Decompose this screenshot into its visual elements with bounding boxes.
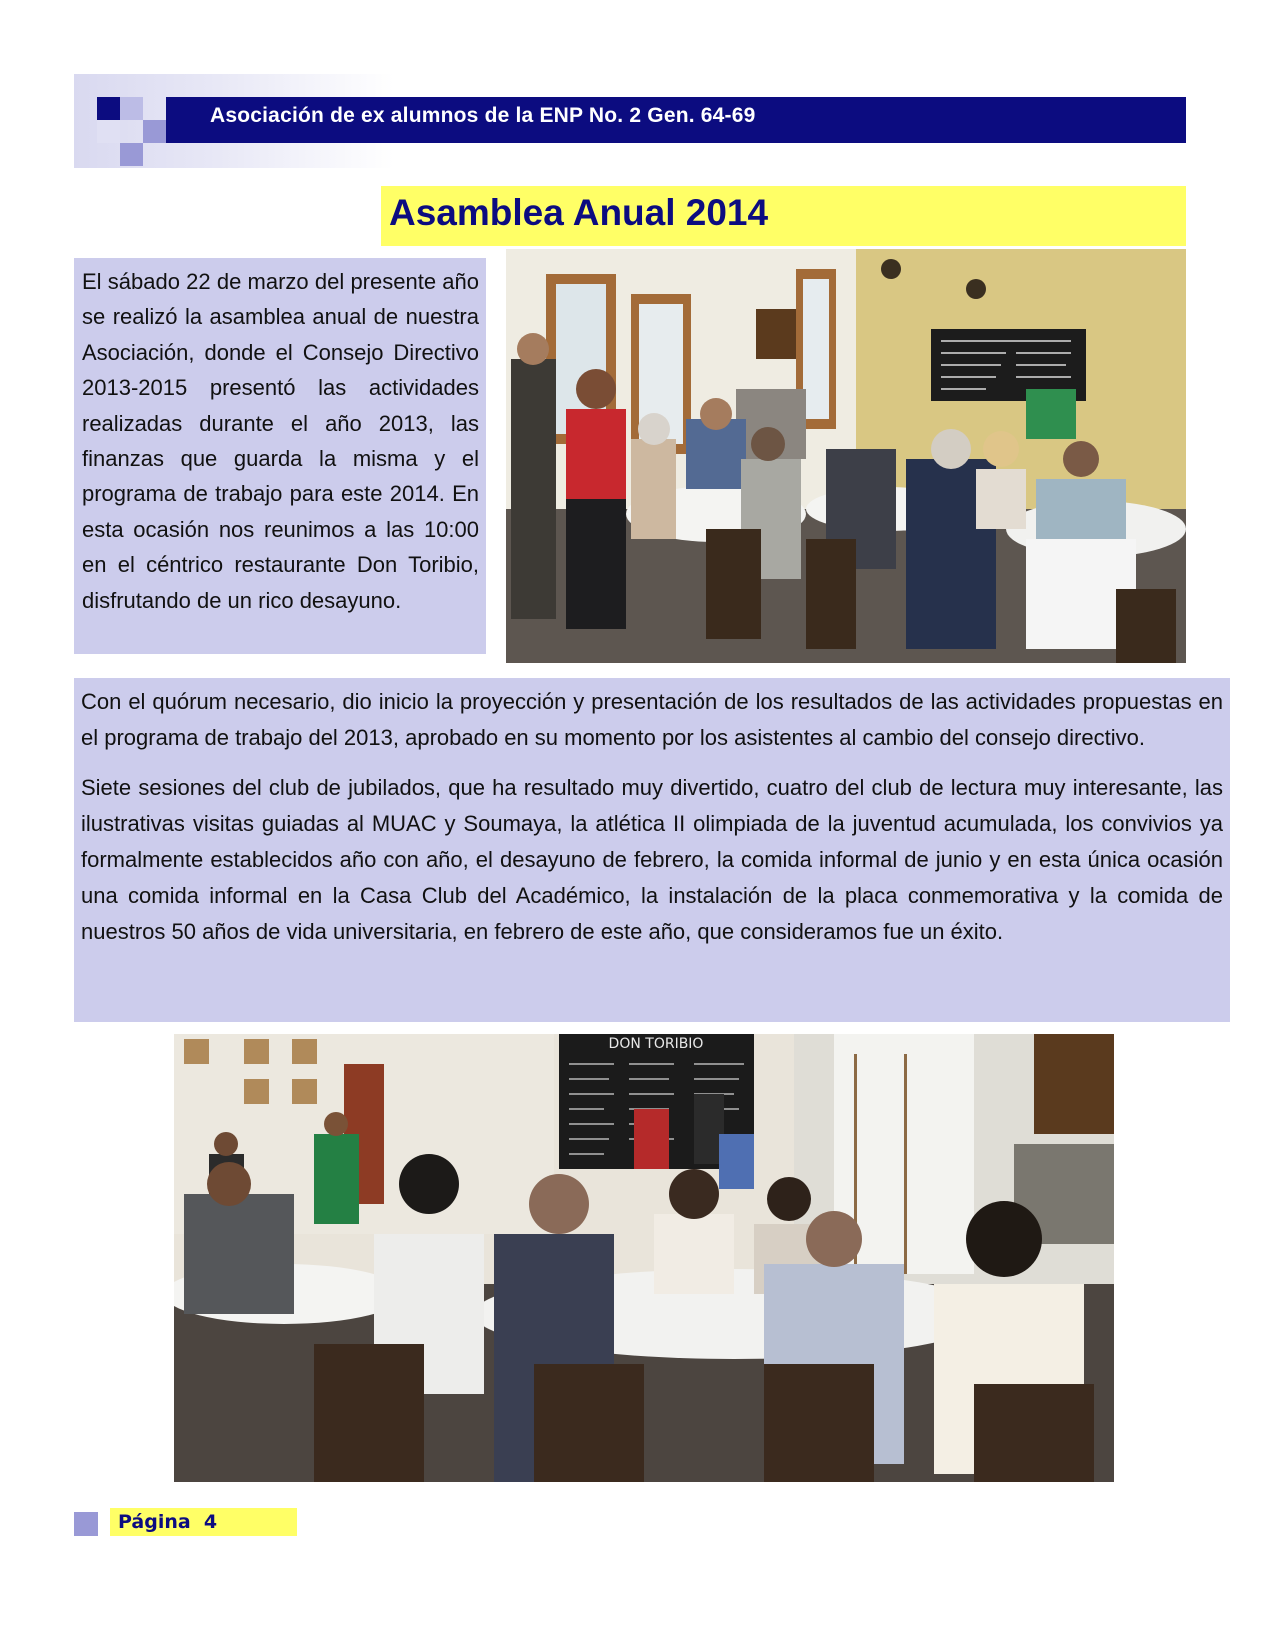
body-paragraph-2: Siete sesiones del club de jubilados, que ha resultado muy divertido, cuatro del club de lectura muy interesante, las ilustrativas visitas guiadas al MUAC y Soumaya, la atlética II olimpiada de la juventud acumulada, los convivios ya formalmente establecidos año con año, el desayuno de febrero, la comida informal de junio y en esta única ocasión una comida informal en la Casa Club del Académico, la instalación de la placa conmemorativa y la comida de nuestros 50 años de vida universitaria, en febrero de este año, que consideramos fue un éxito. — [81, 775, 1223, 944]
intro-paragraph: El sábado 22 de marzo del presente año se realizó la asamblea anual de nuestra Asociación, donde el Consejo Directivo 2013-2015 presentó las actividades realizadas durante el año 2013, las finanzas que guarda la misma y el programa de trabajo para este 2014. En esta ocasión nos reunimos a las 10:00 en el céntrico restaurante Don Toribio, disfrutando de un rico desayuno. — [82, 269, 479, 613]
article-title-box — [381, 186, 1186, 246]
header-square-light-2 — [97, 120, 120, 143]
chalkboard-sign: DON TORIBIO — [608, 1036, 704, 1052]
header-square-light — [120, 97, 143, 120]
intro-box — [74, 258, 486, 654]
photo-assembly-breakfast — [506, 249, 1186, 663]
header-square-dark — [97, 97, 120, 120]
photo-restaurant-tables — [174, 1034, 1114, 1482]
footer-square — [74, 1512, 98, 1536]
body-paragraph-1: Con el quórum necesario, dio inicio la proyección y presentación de los resultados de las actividades propuestas en el programa de trabajo del 2013, aprobado en su momento por los asistentes al cambio del consejo directivo. — [81, 689, 1223, 750]
article-title: Asamblea Anual 2014 — [389, 192, 769, 233]
header-title: Asociación de ex alumnos de la ENP No. 2 Gen. 64-69 — [210, 104, 756, 127]
page-number: Página 4 — [118, 1511, 218, 1533]
header-square-mid — [143, 120, 166, 143]
footer-page-box — [110, 1508, 297, 1536]
header-square-mid-3 — [120, 143, 143, 166]
body-box — [74, 678, 1230, 1022]
